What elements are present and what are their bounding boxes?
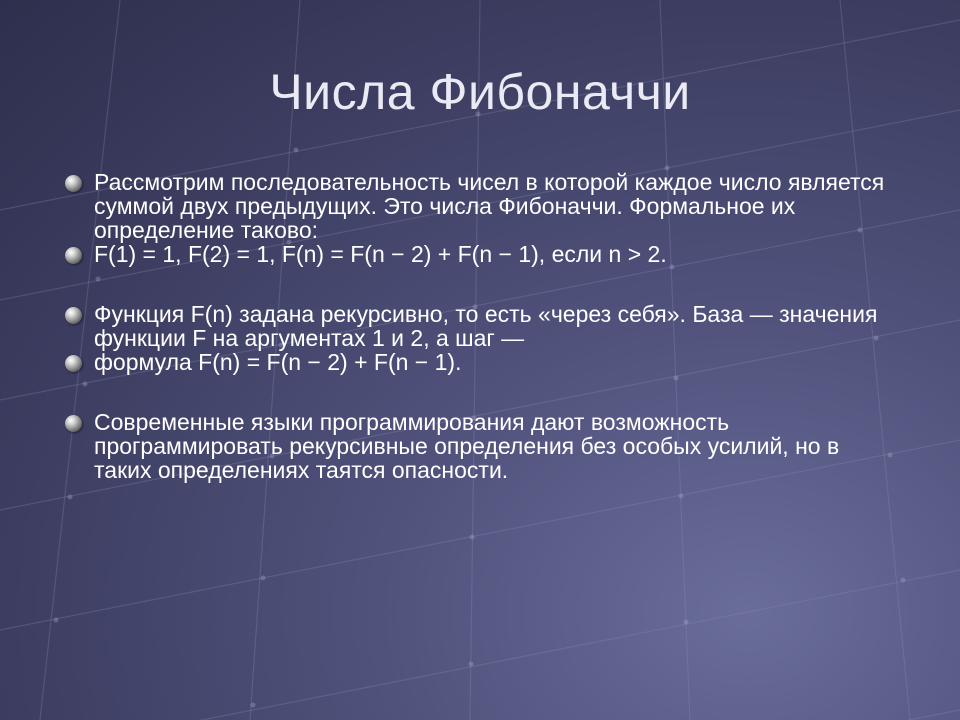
bullet-text: Рассмотрим последовательность чисел в которой каждое число является суммой двух предыдущих. Это числа Фибоначчи. Формальное их определение таково: <box>94 169 885 243</box>
gray-sphere-bullet-icon <box>65 415 82 432</box>
bullet-item <box>62 242 902 266</box>
gray-sphere-bullet-icon <box>65 247 82 264</box>
bullet-item <box>62 170 902 242</box>
bullet-text: Функция F(n) задана рекурсивно, то есть «через себя». База — значения функции F на аргументах 1 и 2, а шаг — <box>94 301 878 351</box>
bullet-list <box>62 170 902 482</box>
bullet-text: формула F(n) = F(n − 2) + F(n − 1). <box>94 349 462 375</box>
gray-sphere-bullet-icon <box>65 355 82 372</box>
bullet-text: Современные языки программирования дают возможность программировать рекурсивные определения без особых усилий, но в таких определениях таятся опасности. <box>94 409 840 483</box>
gray-sphere-bullet-icon <box>65 307 82 324</box>
bullet-item <box>62 350 902 374</box>
gray-sphere-bullet-icon <box>65 175 82 192</box>
bullet-item <box>62 302 902 350</box>
bullet-item <box>62 410 902 482</box>
slide-title: Числа Фибоначчи <box>269 64 691 120</box>
bullet-text: F(1) = 1, F(2) = 1, F(n) = F(n − 2) + F(n − 1), если n > 2. <box>94 241 667 267</box>
